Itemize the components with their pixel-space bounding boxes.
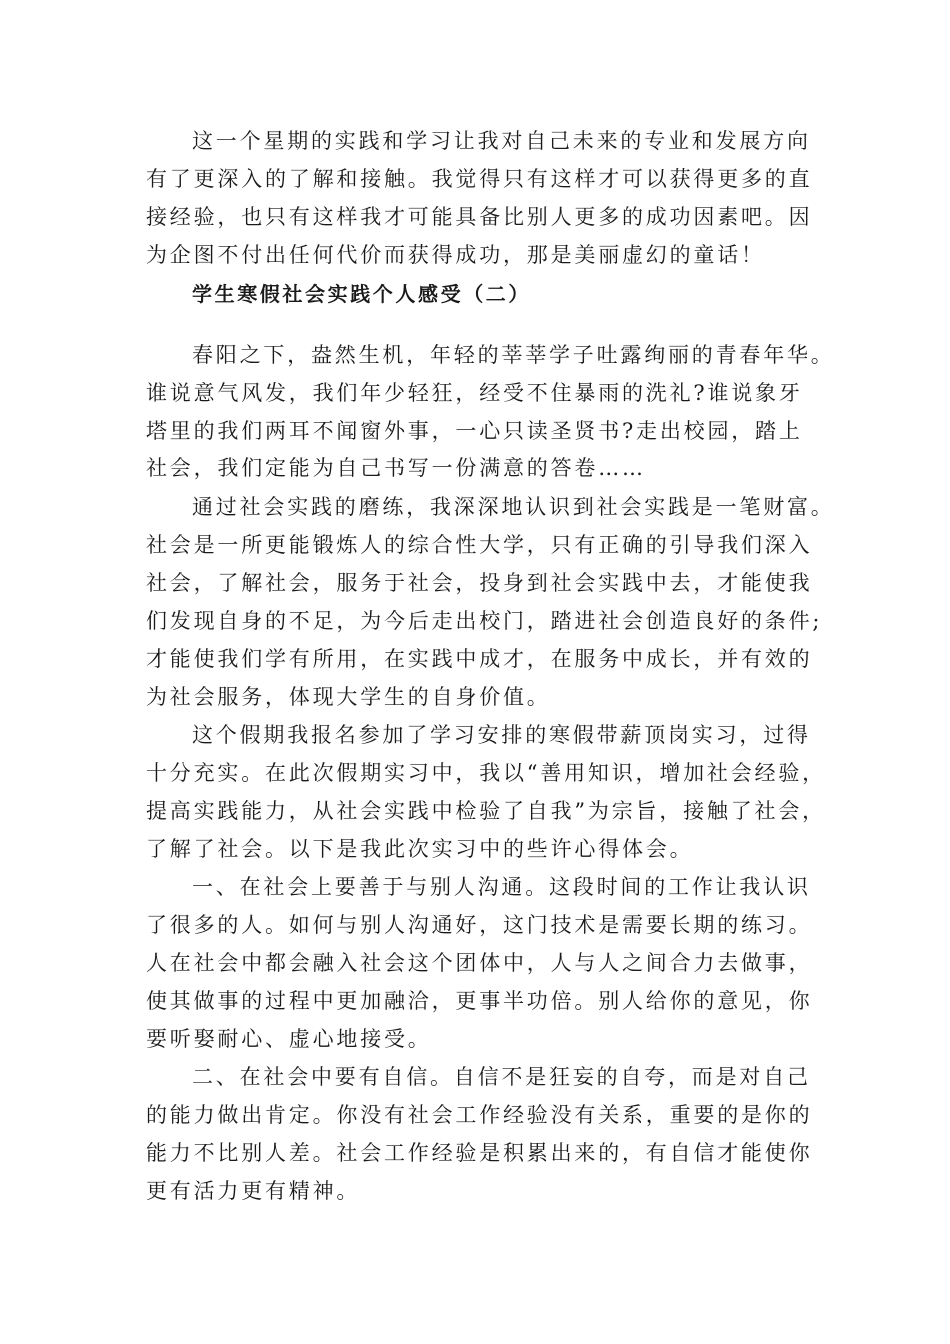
text-line: 为社会服务，体现大学生的自身价值。 bbox=[146, 685, 551, 709]
text-line: 了很多的人。如何与别人沟通好，这门技术是需要长期的练习。 bbox=[146, 913, 813, 937]
text-line: 为企图不付出任何代价而获得成功，那是美丽虚幻的童话！ bbox=[146, 243, 765, 267]
text-line: 二、在社会中要有自信。自信不是狂妄的自夸，而是对自己 bbox=[192, 1065, 811, 1089]
text-line: 这一个星期的实践和学习让我对自己未来的专业和发展方向 bbox=[192, 129, 811, 153]
text-line: 社会是一所更能锻炼人的综合性大学，只有正确的引导我们深入 bbox=[146, 533, 813, 557]
text-line: 接经验，也只有这样我才可能具备比别人更多的成功因素吧。因 bbox=[146, 205, 813, 229]
text-line: 要听娶耐心、虚心地接受。 bbox=[146, 1027, 432, 1051]
text-line: 人在社会中都会融入社会这个团体中，人与人之间合力去做事， bbox=[146, 951, 813, 975]
text-line: 能力不比别人差。社会工作经验是积累出来的，有自信才能使你 bbox=[146, 1141, 813, 1165]
text-line: 通过社会实践的磨练，我深深地认识到社会实践是一笔财富。 bbox=[192, 495, 835, 519]
text-line: 们发现自身的不足，为今后走出校门，踏进社会创造良好的条件; bbox=[146, 609, 823, 633]
text-line: 社会，了解社会，服务于社会，投身到社会实践中去，才能使我 bbox=[146, 571, 813, 595]
text-line: 十分充实。在此次假期实习中，我以“善用知识，增加社会经验， bbox=[146, 761, 826, 785]
text-line: 谁说意气风发，我们年少轻狂，经受不住暴雨的洗礼?谁说象牙 bbox=[146, 381, 803, 405]
text-line: 塔里的我们两耳不闻窗外事，一心只读圣贤书?走出校园，踏上 bbox=[146, 419, 803, 443]
text-line: 社会，我们定能为自己书写一份满意的答卷…… bbox=[146, 456, 646, 480]
text-line: 一、在社会上要善于与别人沟通。这段时间的工作让我认识 bbox=[192, 875, 811, 899]
text-line: 更有活力更有精神。 bbox=[146, 1179, 361, 1203]
text-line: 春阳之下，盎然生机，年轻的莘莘学子吐露绚丽的青春年华。 bbox=[192, 343, 835, 367]
section-title: 学生寒假社会实践个人感受（二） bbox=[192, 282, 531, 306]
text-line: 这个假期我报名参加了学习安排的寒假带薪顶岗实习，过得 bbox=[192, 723, 811, 747]
text-line: 有了更深入的了解和接触。我觉得只有这样才可以获得更多的直 bbox=[146, 167, 813, 191]
text-line: 的能力做出肯定。你没有社会工作经验没有关系，重要的是你的 bbox=[146, 1103, 813, 1127]
text-line: 提高实践能力，从社会实践中检验了自我”为宗旨，接触了社会， bbox=[146, 799, 826, 823]
text-line: 使其做事的过程中更加融洽，更事半功倍。别人给你的意见，你 bbox=[146, 989, 813, 1013]
text-line: 了解了社会。以下是我此次实习中的些许心得体会。 bbox=[146, 837, 694, 861]
text-line: 才能使我们学有所用，在实践中成才，在服务中成长，并有效的 bbox=[146, 647, 813, 671]
